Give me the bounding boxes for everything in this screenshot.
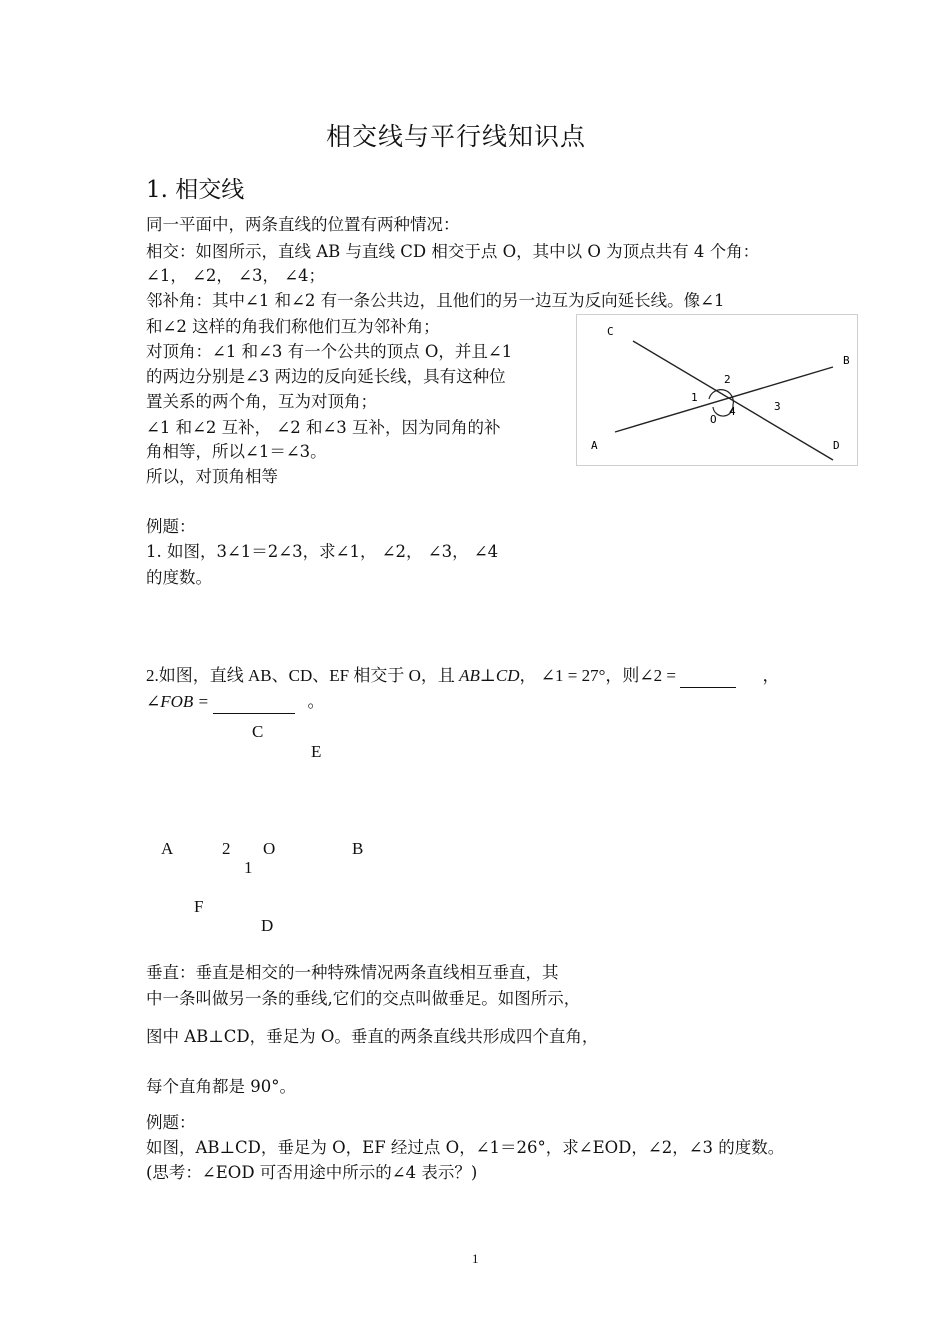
paragraph-line: 垂直：垂直是相交的一种特殊情况两条直线相互垂直，其: [146, 963, 559, 982]
label-a: A: [591, 439, 598, 452]
example-line: (思考：∠EOD 可否用途中所示的∠4 表示？): [146, 1163, 478, 1182]
answer-blank-1[interactable]: [680, 670, 736, 688]
paragraph-line: 对顶角：∠1 和∠3 有一个公共的顶点 O，并且∠1: [146, 342, 513, 361]
paragraph-line: ∠1， ∠2， ∠3， ∠4；: [146, 266, 326, 285]
intersecting-lines-figure: [576, 314, 858, 466]
fig2-label-b: B: [352, 839, 364, 858]
paragraph-line: 的两边分别是∠3 两边的反向延长线，具有这种位: [146, 367, 506, 386]
paragraph-line: 同一平面中，两条直线的位置有两种情况：: [146, 215, 460, 234]
example2-question: [146, 664, 779, 688]
fig2-label-c: C: [252, 722, 264, 741]
fig2-label-e: E: [311, 742, 322, 761]
math-fob: ∠FOB =: [146, 692, 210, 711]
example-line: 如图，AB⊥CD，垂足为 O，EF 经过点 O，∠1＝26°，求∠EOD，∠2，∠3 的度数。: [146, 1138, 785, 1157]
paragraph-line: ∠1 和∠2 互补， ∠2 和∠3 互补，因为同角的补: [146, 418, 501, 437]
paragraph-line: 中一条叫做另一条的垂线,它们的交点叫做垂足。如图所示，: [146, 989, 581, 1008]
fig2-label-f: F: [194, 897, 204, 916]
paragraph-line: 所以，对顶角相等: [146, 467, 278, 486]
punct: ，: [762, 666, 780, 685]
answer-blank-2[interactable]: [213, 696, 295, 714]
label-o: O: [710, 413, 717, 426]
example-heading: 例题：: [146, 1113, 196, 1132]
section-heading: 1. 相交线: [146, 177, 245, 203]
label-angle-3: 3: [774, 400, 781, 413]
page-title: 相交线与平行线知识点: [326, 122, 587, 151]
example2-question-line2: [146, 690, 325, 714]
paragraph-line: 图中 AB⊥CD，垂足为 O。垂直的两条直线共形成四个直角，: [146, 1027, 599, 1046]
fig2-label-1: 1: [244, 858, 253, 877]
math-angle2: ∠2 =: [639, 666, 676, 685]
paragraph-line: 和∠2 这样的角我们称他们互为邻补角；: [146, 317, 440, 336]
example-line: 的度数。: [146, 568, 212, 587]
label-d: D: [833, 439, 840, 452]
fig2-label-d: D: [261, 916, 274, 935]
label-angle-4: 4: [729, 405, 736, 418]
punct: ，: [519, 666, 537, 685]
paragraph-line: 角相等，所以∠1＝∠3。: [146, 442, 327, 461]
paragraph-line: 置关系的两个角，互为对顶角；: [146, 392, 377, 411]
math-angle1: ∠1 = 27°: [540, 666, 606, 685]
paragraph-line: 相交：如图所示，直线 AB 与直线 CD 相交于点 O，其中以 O 为顶点共有 4 个角：: [146, 242, 760, 261]
math-perp: AB⊥CD: [459, 666, 520, 685]
then-text: ，则: [605, 666, 640, 685]
question-text: 2.如图，直线 AB、CD、EF 相交于 O，且: [146, 666, 455, 685]
fig2-label-2: 2: [222, 839, 231, 858]
page-number: 1: [472, 1251, 479, 1266]
example-heading: 例题：: [146, 517, 196, 536]
punct: 。: [307, 692, 325, 711]
label-b: B: [843, 354, 850, 367]
fig2-label-o: O: [263, 839, 276, 858]
label-angle-2: 2: [724, 373, 731, 386]
label-c: C: [607, 325, 614, 338]
figure-svg: [577, 315, 857, 465]
label-angle-1: 1: [691, 391, 698, 404]
paragraph-line: 邻补角：其中∠1 和∠2 有一条公共边，且他们的另一边互为反向延长线。像∠1: [146, 291, 725, 310]
example-line: 1. 如图，3∠1＝2∠3，求∠1， ∠2， ∠3， ∠4: [146, 542, 499, 561]
fig2-label-a: A: [161, 839, 174, 858]
paragraph-line: 每个直角都是 90°。: [146, 1077, 296, 1096]
